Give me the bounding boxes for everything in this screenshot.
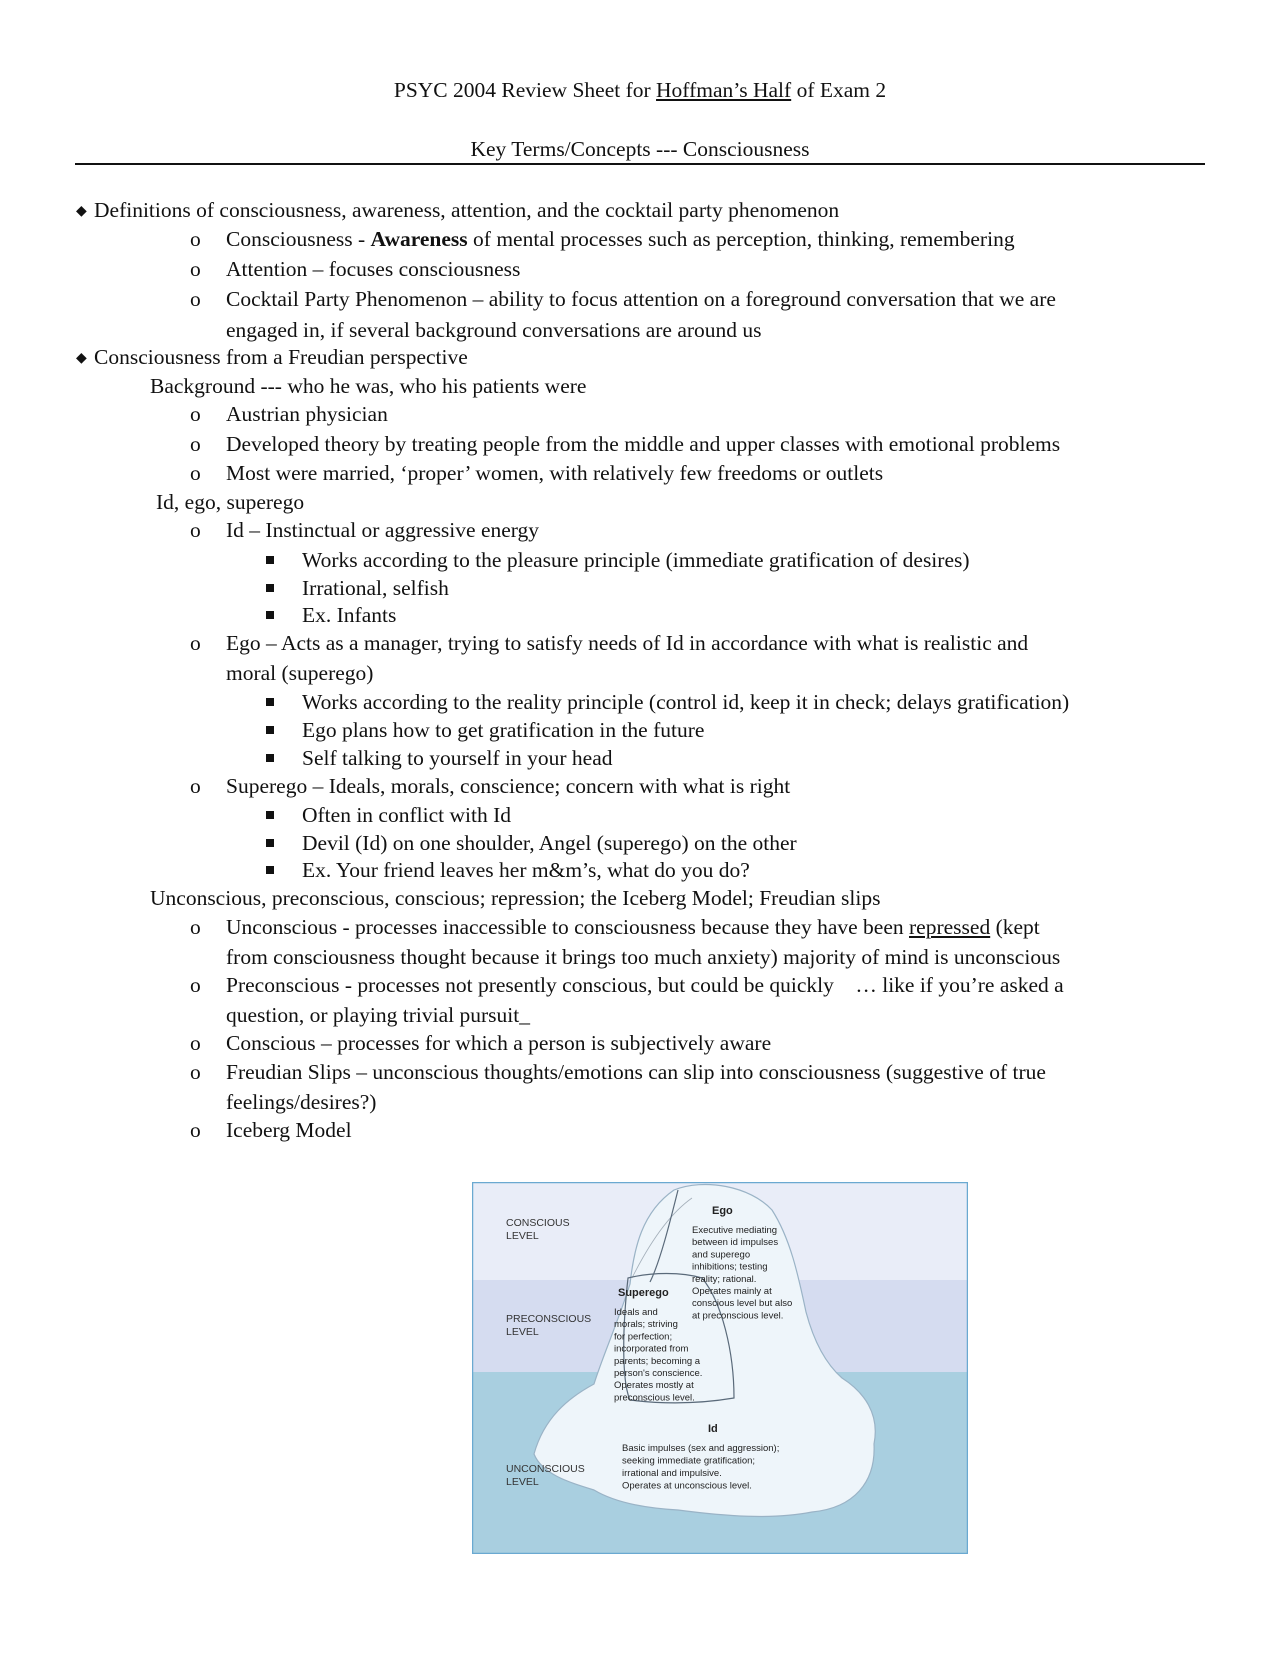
item-cocktail-party xyxy=(190,285,1056,313)
item-text: Preconscious - processes not presently conscious, but could be quickly … like if you’re asked a xyxy=(226,973,1064,997)
item-bold-text: Awareness xyxy=(370,227,468,251)
subitem-text: Often in conflict with Id xyxy=(302,803,511,827)
item-text: Freudian Slips – unconscious thoughts/emotions can slip into consciousness (suggestive of true xyxy=(226,1060,1046,1084)
circle-bullet-icon: o xyxy=(190,1031,201,1055)
square-bullet-icon xyxy=(266,726,274,734)
circle-bullet-icon: o xyxy=(190,1060,201,1084)
square-bullet-icon xyxy=(266,556,274,564)
item-text: Developed theory by treating people from the middle and upper classes with emotional problems xyxy=(226,432,1061,456)
subitem-self-talking xyxy=(302,744,613,772)
diamond-bullet-icon: ◆ xyxy=(76,204,87,219)
circle-bullet-icon: o xyxy=(190,227,201,251)
subitem-ego-plans xyxy=(302,716,704,744)
item-text: Consciousness - xyxy=(226,227,371,251)
item-text-end: of mental processes such as perception, thinking, remembering xyxy=(467,227,1015,251)
id-heading: Id xyxy=(708,1423,718,1435)
diamond-bullet-icon: ◆ xyxy=(76,351,87,366)
item-text: Cocktail Party Phenomenon – ability to focus attention on a foreground conversation that we are xyxy=(226,287,1056,311)
item-ego xyxy=(190,629,1029,657)
item-id xyxy=(190,516,540,544)
item-attention xyxy=(190,255,521,283)
circle-bullet-icon: o xyxy=(190,1118,201,1142)
page-subtitle: Key Terms/Concepts --- Consciousness xyxy=(470,137,810,161)
subitem-pleasure-principle xyxy=(302,546,970,574)
item-text: Austrian physician xyxy=(226,402,388,426)
circle-bullet-icon: o xyxy=(190,287,201,311)
subitem-mms xyxy=(302,856,750,884)
item-superego xyxy=(190,772,791,800)
item-married-women xyxy=(190,459,884,487)
item-iceberg xyxy=(190,1116,352,1144)
subitem-text: Ego plans how to get gratification in the future xyxy=(302,718,705,742)
subitem-text: Irrational, selfish xyxy=(302,576,449,600)
subitem-text: Self talking to yourself in your head xyxy=(302,746,613,770)
item-underlined-text: repressed xyxy=(909,915,991,939)
square-bullet-icon xyxy=(266,611,274,619)
superego-description: Ideals and morals; striving for perfection; incorporated from parents; becoming a person's conscience. Operates mostly at preconscious level. xyxy=(614,1307,703,1404)
item-text: Ego – Acts as a manager, trying to satisfy needs of Id in accordance with what is realistic and xyxy=(226,631,1029,655)
title-text: PSYC 2004 Review Sheet for xyxy=(393,78,657,102)
iceberg-model-figure xyxy=(472,1182,968,1554)
title-underlined-text: Hoffman’s Half xyxy=(656,78,792,102)
item-freudian-slips xyxy=(190,1058,1046,1086)
title-text-end: of Exam 2 xyxy=(791,78,887,102)
item-freudian-slips-cont: feelings/desires?) xyxy=(226,1090,377,1114)
subheading-id-ego-superego: Id, ego, superego xyxy=(156,490,305,514)
circle-bullet-icon: o xyxy=(190,432,201,456)
item-cocktail-party-cont: engaged in, if several background conversations are around us xyxy=(226,318,762,342)
preconscious-level-label: PRECONSCIOUS LEVEL xyxy=(506,1313,592,1338)
square-bullet-icon xyxy=(266,698,274,706)
subheading-unconscious: Unconscious, preconscious, conscious; repression; the Iceberg Model; Freudian slips xyxy=(150,886,881,910)
subitem-text: Devil (Id) on one shoulder, Angel (superego) on the other xyxy=(302,831,797,855)
page-title xyxy=(0,77,1280,103)
square-bullet-icon xyxy=(266,866,274,874)
item-conscious xyxy=(190,1029,772,1057)
circle-bullet-icon: o xyxy=(190,402,201,426)
bullet-text: Definitions of consciousness, awareness, attention, and the cocktail party phenomenon xyxy=(94,198,840,222)
circle-bullet-icon: o xyxy=(190,915,201,939)
circle-bullet-icon: o xyxy=(190,973,201,997)
subitem-conflict xyxy=(302,801,511,829)
square-bullet-icon xyxy=(266,754,274,762)
item-text: Iceberg Model xyxy=(226,1118,352,1142)
item-text: Most were married, ‘proper’ women, with relatively few freedoms or outlets xyxy=(226,461,884,485)
ego-description: Executive mediating between id impulses and superego inhibitions; testing reality; rational. Operates mainly at conscious level but also at preconscious level. xyxy=(692,1225,793,1322)
subitem-reality-principle xyxy=(302,688,1069,716)
subitem-text: Ex. Your friend leaves her m&m’s, what do you do? xyxy=(302,858,750,882)
subitem-infants xyxy=(302,601,396,629)
header-rule xyxy=(75,163,1205,165)
circle-bullet-icon: o xyxy=(190,518,201,542)
id-description: Basic impulses (sex and aggression); seeking immediate gratification; irrational and impulsive. Operates at unconscious level. xyxy=(622,1443,780,1492)
item-unconscious xyxy=(190,913,1040,941)
item-text: Attention – focuses consciousness xyxy=(226,257,521,281)
item-text: Superego – Ideals, morals, conscience; concern with what is right xyxy=(226,774,791,798)
superego-heading: Superego xyxy=(618,1287,669,1299)
item-text: Unconscious - processes inaccessible to consciousness because they have been xyxy=(226,915,910,939)
square-bullet-icon xyxy=(266,584,274,592)
unconscious-level-label: UNCONSCIOUS LEVEL xyxy=(506,1463,585,1488)
circle-bullet-icon: o xyxy=(190,774,201,798)
bullet-definitions xyxy=(76,196,839,226)
subitem-text: Works according to the pleasure principle (immediate gratification of desires) xyxy=(302,548,970,572)
subitem-text: Ex. Infants xyxy=(302,603,397,627)
conscious-level-label: CONSCIOUS LEVEL xyxy=(506,1217,570,1242)
item-text: Id – Instinctual or aggressive energy xyxy=(226,518,540,542)
circle-bullet-icon: o xyxy=(190,631,201,655)
item-unconscious-cont: from consciousness thought because it brings too much anxiety) majority of mind is unconscious xyxy=(226,945,1061,969)
bullet-text: Consciousness from a Freudian perspective xyxy=(94,345,468,369)
circle-bullet-icon: o xyxy=(190,257,201,281)
subitem-irrational xyxy=(302,574,449,602)
circle-bullet-icon: o xyxy=(190,461,201,485)
item-austrian xyxy=(190,400,388,428)
item-ego-cont: moral (superego) xyxy=(226,661,374,685)
item-text: Conscious – processes for which a person is subjectively aware xyxy=(226,1031,772,1055)
ego-heading: Ego xyxy=(712,1205,733,1217)
item-consciousness xyxy=(190,225,1015,253)
subheading-background: Background --- who he was, who his patients were xyxy=(150,374,587,398)
square-bullet-icon xyxy=(266,839,274,847)
subitem-devil-angel xyxy=(302,829,797,857)
item-developed-theory xyxy=(190,430,1061,458)
item-preconscious-cont: question, or playing trivial pursuit_ xyxy=(226,1003,530,1027)
subitem-text: Works according to the reality principle (control id, keep it in check; delays gratification) xyxy=(302,690,1070,714)
item-preconscious xyxy=(190,971,1064,999)
item-text-end: (kept xyxy=(990,915,1040,939)
bullet-freudian xyxy=(76,343,468,373)
square-bullet-icon xyxy=(266,811,274,819)
